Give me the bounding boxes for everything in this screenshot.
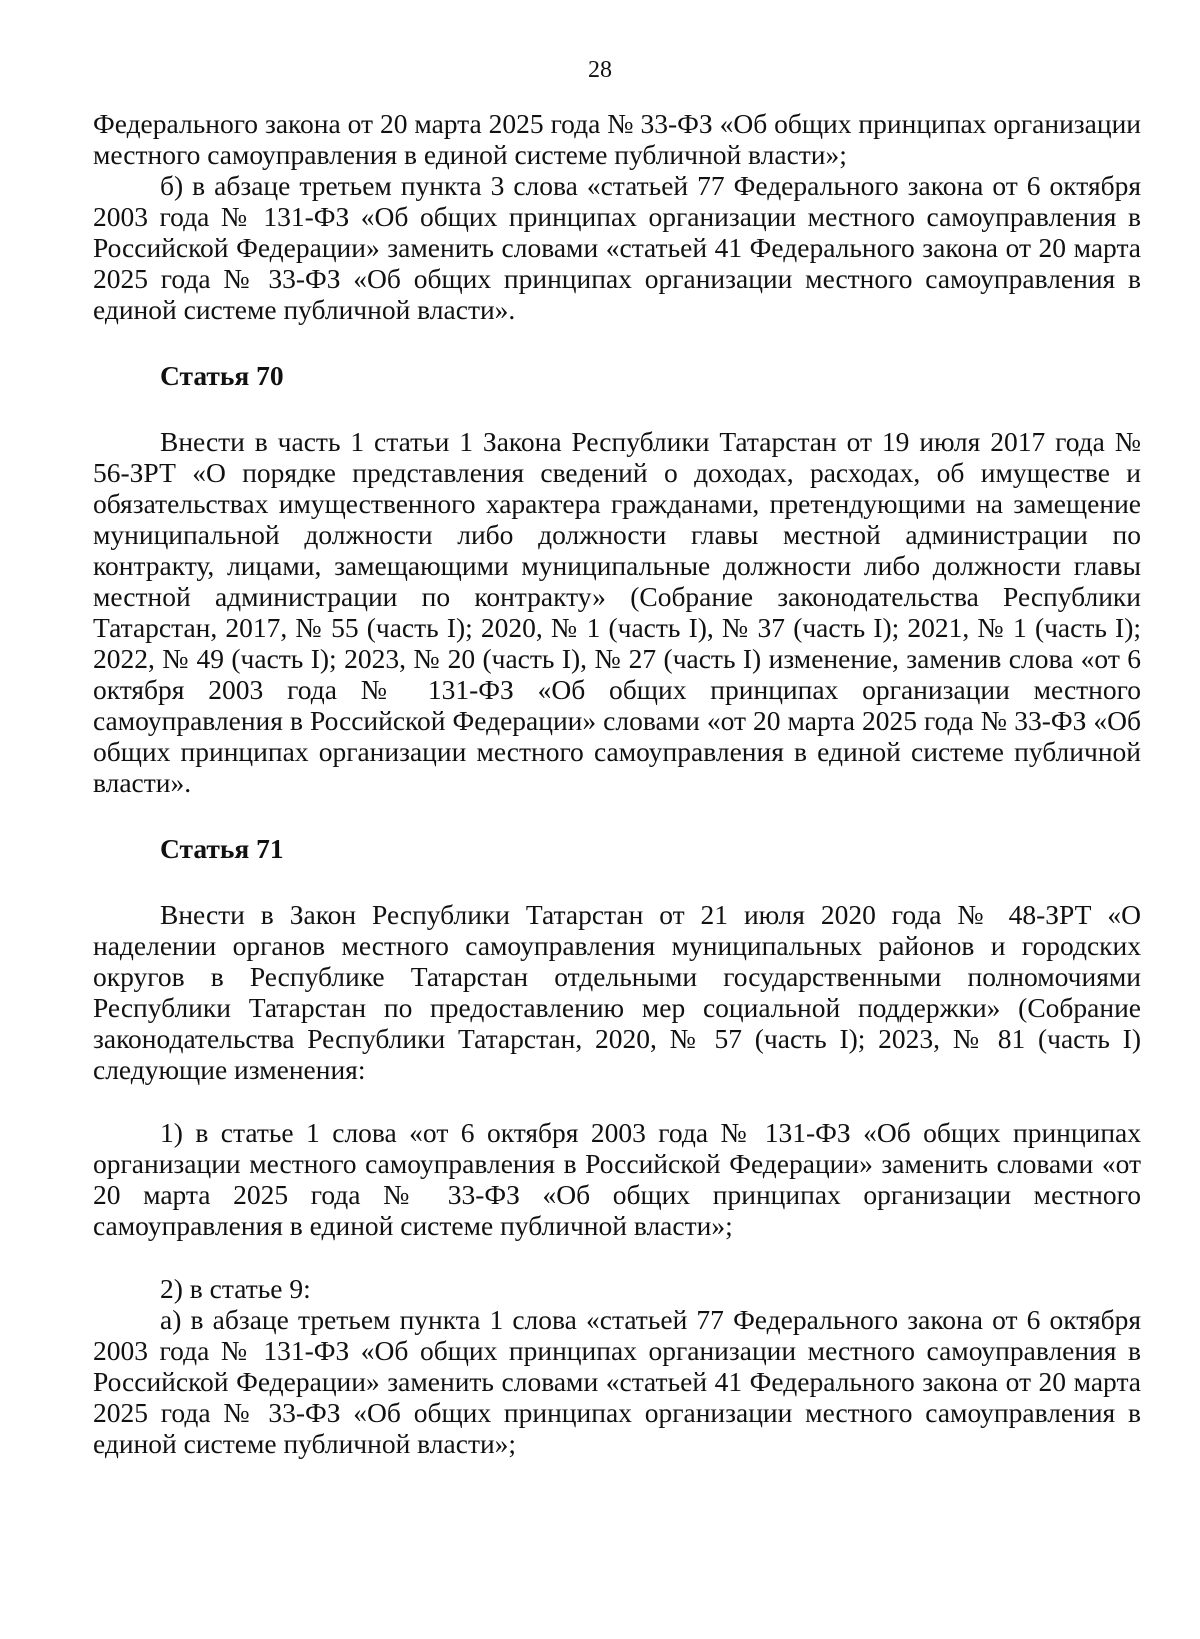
page-number: 28 bbox=[588, 57, 612, 83]
article-70-heading: Статья 70 bbox=[160, 360, 284, 391]
paragraph-continuation: Федерального закона от 20 марта 2025 года № 33-ФЗ «Об общих принципах организации местного самоуправления в единой системе публичной власти»; bbox=[93, 108, 1141, 170]
article-71-item-1: 1) в статье 1 слова «от 6 октября 2003 года № 131-ФЗ «Об общих принципах организации местного самоуправления в Российской Федерации» заменить словами «от 20 марта 2025 года № 33-ФЗ «Об общих принципах организации местного самоуправления в единой системе публичной власти»; bbox=[93, 1117, 1141, 1241]
article-71-intro: Внести в Закон Республики Татарстан от 21 июля 2020 года № 48-ЗРТ «О наделении органов местного самоуправления муниципальных районов и городских округов в Республике Татарстан отдельными государственными полномочиями Республики Татарстан по предоставлению мер социальной поддержки» (Собрание законодательства Республики Татарстан, 2020, № 57 (часть I); 2023, № 81 (часть I) следующие изменения: bbox=[93, 899, 1141, 1085]
article-71-item-2: 2) в статье 9: bbox=[160, 1273, 311, 1304]
article-70-body: Внести в часть 1 статьи 1 Закона Республики Татарстан от 19 июля 2017 года № 56-ЗРТ «О порядке представления сведений о доходах, расходах, об имуществе и обязательствах имущественного характера гражданами, претендующими на замещение муниципальной должности либо должности главы местной администрации по контракту, лицами, замещающими муниципальные должности либо должности главы местной администрации по контракту» (Собрание законодательства Республики Татарстан, 2017, № 55 (часть I); 2020, № 1 (часть I), № 37 (часть I); 2021, № 1 (часть I); 2022, № 49 (часть I); 2023, № 20 (часть I), № 27 (часть I) изменение, заменив слова «от 6 октября 2003 года № 131-ФЗ «Об общих принципах организации местного самоуправления в Российской Федерации» словами «от 20 марта 2025 года № 33-ФЗ «Об общих принципах организации местного самоуправления в единой системе публичной власти». bbox=[93, 426, 1141, 798]
paragraph-subitem-b: б) в абзаце третьем пункта 3 слова «статьей 77 Федерального закона от 6 октября 2003 года № 131-ФЗ «Об общих принципах организации местного самоуправления в Российской Федерации» заменить словами «статьей 41 Федерального закона от 20 марта 2025 года № 33-ФЗ «Об общих принципах организации местного самоуправления в единой системе публичной власти». bbox=[93, 170, 1141, 325]
document-body bbox=[93, 108, 1141, 1459]
article-71-heading: Статья 71 bbox=[160, 833, 284, 864]
article-71-item-2a: а) в абзаце третьем пункта 1 слова «статьей 77 Федерального закона от 6 октября 2003 года № 131-ФЗ «Об общих принципах организации местного самоуправления в Российской Федерации» заменить словами «статьей 41 Федерального закона от 20 марта 2025 года № 33-ФЗ «Об общих принципах организации местного самоуправления в единой системе публичной власти»; bbox=[93, 1304, 1141, 1459]
